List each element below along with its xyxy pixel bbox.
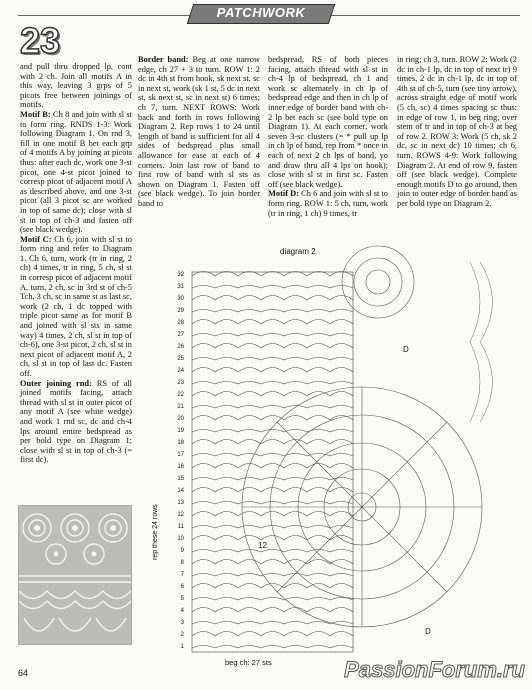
stitch-arc (261, 632, 284, 637)
stitch-arc (238, 560, 261, 565)
stitch-arc (238, 526, 261, 529)
stitch-arc (307, 286, 330, 289)
row-number: 6 (180, 584, 184, 590)
row-number: 13 (177, 500, 184, 506)
stitch-arc (261, 512, 284, 517)
motif-d-label-top: D (403, 345, 409, 354)
stitch-arc (192, 416, 215, 421)
stitch-arc (215, 464, 238, 469)
stitch-arc (307, 478, 330, 481)
stitch-arc (330, 320, 353, 325)
stitch-arc (215, 632, 238, 637)
stitch-arc (307, 526, 330, 529)
stitch-arc (284, 502, 307, 505)
diagram-title: diagram 2 (280, 247, 316, 256)
stitch-arc (330, 310, 353, 313)
stitch-arc (330, 430, 353, 433)
section-title: PATCHWORK (216, 5, 306, 20)
stitch-arc (238, 310, 261, 313)
stitch-arc (215, 440, 238, 445)
stitch-arc (238, 440, 261, 445)
stitch-arc (284, 536, 307, 541)
stitch-arc (307, 320, 330, 325)
stitch-arc (215, 334, 238, 337)
stitch-arc (215, 310, 238, 313)
stitch-arc (192, 574, 215, 577)
col1-para-0: and pull thru dropped lp, cont with 2 ch. Join all motifs A in this way, leaving 3 grps of 5 picots free between joinings of motifs. (20, 62, 132, 110)
stitch-arc (330, 584, 353, 589)
stitch-arc (284, 344, 307, 349)
stitch-arc (238, 406, 261, 409)
stitch-arc (238, 368, 261, 373)
stitch-arc (307, 584, 330, 589)
stitch-arc (307, 296, 330, 301)
col4-para-0: in ring; ch 3, turn. ROW 2: Work (2 dc in ch-1 lp, dc in top of next tr) 9 times, 2 dc in ch-1 lp, dc in top of 4th st of ch-5, turn (see tiny arrow), across straight edge of motif work (5 ch, sc) 4 times spacing sc thus: in edge of row 1, in beg ring, over stem of tr and in top of ch-3 at beg of row 2. ROW 3: Work (5 ch, sk 2 dc, sc in next dc) 10 times; ch 6, turn. ROWS 4-9: Work following Diagram 2. At end of row 9, fasten off (see black wedge). Complete enough motifs D to go around, then join to outer edge of border band as per bold type on Diagram 2. (397, 55, 517, 208)
stitch-arc (261, 406, 284, 409)
stitch-arc (192, 550, 215, 553)
row-number: 31 (177, 284, 184, 290)
stitch-arc (238, 296, 261, 301)
stitch-arc (215, 488, 238, 493)
text-column-1 (20, 62, 132, 502)
stitch-arc (238, 334, 261, 337)
stitch-arc (284, 550, 307, 553)
row-number: 25 (177, 356, 184, 362)
stitch-arc (307, 382, 330, 385)
stitch-arc (215, 358, 238, 361)
header-rule-right (330, 15, 520, 16)
stitch-arc (284, 296, 307, 301)
stitch-arc (307, 574, 330, 577)
stitch-arc (261, 622, 284, 625)
stitch-arc (238, 536, 261, 541)
stitch-arc (330, 488, 353, 493)
stitch-arc (261, 416, 284, 421)
stitch-arc (307, 416, 330, 421)
col3-para-0: bedspread, RS of both pieces facing, attach thread with sl st in ch-4 lp of bedspread, ch 1 and work sc alternately in ch lp of bedspread edge and then in ch lp of inner edge of border band with ch-2 lp bet each sc (see bold type on Diagram 1). At each corner, work seven 3-sc clusters (= * pull up lp in ch lp of band, rep from * once in each of next 2 ch lps of band, yo and draw thru all 4 lps on hook); close with sl st in first sc. Fasten off (see black wedge). (268, 55, 388, 189)
stitch-arc (284, 464, 307, 469)
stitch-arc (215, 550, 238, 553)
stitch-arc (284, 286, 307, 289)
row-number: 30 (177, 296, 184, 302)
stitch-arc (284, 430, 307, 433)
band-outline (192, 272, 353, 652)
stitch-arc (215, 430, 238, 433)
stitch-arc (307, 502, 330, 505)
stitch-arc (215, 478, 238, 481)
stitch-arc (284, 488, 307, 493)
stitch-arc (307, 536, 330, 541)
stitch-arc (215, 584, 238, 589)
stitch-arc (284, 382, 307, 385)
row-number: 20 (177, 416, 184, 422)
stitch-arc (261, 608, 284, 613)
stitch-arc (330, 502, 353, 505)
stitch-arc (238, 320, 261, 325)
stitch-arc (238, 344, 261, 349)
stitch-arc (284, 416, 307, 421)
stitch-arc (284, 584, 307, 589)
stitch-arc (238, 382, 261, 385)
text-column-2 (138, 55, 260, 220)
stitch-arc (215, 382, 238, 385)
stitch-arc (330, 286, 353, 289)
stitch-arc (284, 406, 307, 409)
stitch-arc (238, 358, 261, 361)
stitch-arc (330, 646, 353, 649)
stitch-arc (192, 584, 215, 589)
stitch-arc (192, 598, 215, 601)
stitch-arc (238, 646, 261, 649)
stitch-arc (192, 502, 215, 505)
stitch-arc (192, 334, 215, 337)
stitch-arc (192, 310, 215, 313)
stitch-arc (192, 488, 215, 493)
stitch-arc (330, 454, 353, 457)
stitch-arc (307, 632, 330, 637)
stitch-arc (330, 368, 353, 373)
stitch-arc (261, 286, 284, 289)
stitch-arc (261, 454, 284, 457)
row-number: 5 (180, 596, 184, 602)
stitch-arc (215, 646, 238, 649)
stitch-arc (330, 608, 353, 613)
stitch-arc (215, 526, 238, 529)
stitch-arc (238, 608, 261, 613)
row-number: 29 (177, 308, 184, 314)
stitch-arc (261, 560, 284, 565)
stitch-arc (192, 320, 215, 325)
stitch-arc (284, 560, 307, 565)
row-number: 3 (180, 620, 184, 626)
stitch-arc (238, 488, 261, 493)
stitch-arc (307, 464, 330, 469)
stitch-arc (215, 608, 238, 613)
stitch-arc (215, 392, 238, 397)
stitch-arc (215, 416, 238, 421)
stitch-arc (238, 502, 261, 505)
stitch-arc (192, 622, 215, 625)
stitch-arc (238, 622, 261, 625)
stitch-arc (192, 368, 215, 373)
stitch-arc (261, 320, 284, 325)
row-number: 8 (180, 560, 184, 566)
stitch-arc (330, 296, 353, 301)
stitch-arc (238, 632, 261, 637)
stitch-arc (307, 646, 330, 649)
stitch-arc (192, 344, 215, 349)
motif-d-circles (242, 246, 482, 627)
row-number: 16 (177, 464, 184, 470)
stitch-arc (330, 440, 353, 445)
stitch-arc (261, 392, 284, 397)
stitch-arc (192, 536, 215, 541)
stitch-arc (238, 584, 261, 589)
stitch-arc (330, 392, 353, 397)
row-number: 27 (177, 332, 184, 338)
stitch-arc (192, 392, 215, 397)
row-number: 32 (177, 272, 184, 278)
site-watermark: PassionForum.ru (344, 657, 525, 682)
stitch-arc (330, 464, 353, 469)
stitch-arc (284, 320, 307, 325)
stitch-arc (284, 598, 307, 601)
row-number: 12 (177, 512, 184, 518)
stitch-arc (192, 512, 215, 517)
stitch-arc (192, 478, 215, 481)
stitch-arc (215, 296, 238, 301)
stitch-arc (284, 608, 307, 613)
row-number: 2 (180, 632, 184, 638)
stitch-arc (238, 430, 261, 433)
stitch-arc (192, 632, 215, 637)
stitch-arc (261, 310, 284, 313)
lace-photo (18, 505, 132, 645)
col1-para-2: Motif C: Ch 6, join with sl st to form ring and refer to Diagram 1. Ch 6, turn, work (tr in ring, 2 ch) 4 times, tr in ring, 5 ch, sl st in corresp picot of adjacent motif A, turn, 2 ch, sc in 3rd st of ch-5 Tch, 3 ch, sc in same st as last sc, work (2 ch, 1 dc topped with triple picot same as for motif B and joined with sl sts in same way) 4 times, 2 ch, sl st in top of ch-6), one 3-st picot, 2 ch, sl st in next picot of adjacent motif A, 2 ch, sl st in top of last dc. Fasten off. (20, 234, 132, 378)
edge-scallops (470, 262, 493, 422)
stitch-arc (192, 358, 215, 361)
stitch-arc (330, 334, 353, 337)
stitch-arc (215, 320, 238, 325)
stitch-arc (238, 286, 261, 289)
stitch-arc (192, 526, 215, 529)
stitch-arc (261, 574, 284, 577)
row-number: 9 (180, 548, 184, 554)
diagram-rows (192, 272, 353, 653)
stitch-arc (261, 344, 284, 349)
stitch-arc (238, 454, 261, 457)
stitch-arc (261, 536, 284, 541)
stitch-arc (238, 512, 261, 517)
stitch-arc (307, 598, 330, 601)
stitch-arc (192, 406, 215, 409)
stitch-arc (215, 560, 238, 565)
stitch-arc (261, 382, 284, 385)
stitch-arc (284, 358, 307, 361)
stitch-arc (261, 440, 284, 445)
repeat-label: rep these 24 rows (152, 504, 159, 560)
stitch-arc (261, 598, 284, 601)
stitch-arc (307, 358, 330, 361)
stitch-arc (215, 344, 238, 349)
stitch-arc (284, 392, 307, 397)
stitch-arc (307, 334, 330, 337)
stitch-arc (330, 574, 353, 577)
row-number: 17 (177, 452, 184, 458)
stitch-arc (238, 392, 261, 397)
stitch-arc (238, 416, 261, 421)
stitch-arc (261, 488, 284, 493)
stitch-arc (284, 478, 307, 481)
row-number: 21 (177, 404, 184, 410)
stitch-arc (215, 454, 238, 457)
stitch-arc (307, 406, 330, 409)
beg-chain-label: beg ch: 27 sts (225, 658, 272, 667)
header-rule-left (18, 15, 190, 16)
row-number: 11 (177, 524, 184, 530)
row-number: 26 (177, 344, 184, 350)
stitch-arc (215, 406, 238, 409)
stitch-arc (307, 512, 330, 517)
col3-para-1: Motif D: Ch 6 and join with sl st to form ring. ROW 1: 5 ch, turn, work (tr in ring, 1 ch) 9 times, tr (268, 189, 388, 218)
stitch-arc (330, 406, 353, 409)
row-number: 14 (177, 488, 184, 494)
row-number: 22 (177, 392, 184, 398)
stitch-arc (215, 598, 238, 601)
row-number: 28 (177, 320, 184, 326)
row-number: 18 (177, 440, 184, 446)
stitch-arc (330, 358, 353, 361)
stitch-arc (215, 512, 238, 517)
stitch-arc (330, 560, 353, 565)
col1-para-3: Outer joining rnd: RS of all joined motifs facing, attach thread with sl st in outer picot of any motif A (see white wedge) and work 1 rnd sc, dc and ch-4 lps around entire bedspread as per bold type on Diagram 1; close with sl st in top of ch-3 (= first dc). (20, 378, 133, 465)
row-number: 10 (177, 536, 184, 542)
stitch-arc (192, 430, 215, 433)
row-number: 4 (180, 608, 184, 614)
stitch-arc (192, 646, 215, 649)
motif-d-label-bottom: D (425, 627, 431, 636)
stitch-arc (192, 296, 215, 301)
stitch-arc (215, 502, 238, 505)
stitch-arc (215, 368, 238, 373)
stitch-arc (238, 574, 261, 577)
stitch-arc (284, 334, 307, 337)
row-number: 23 (177, 380, 184, 386)
stitch-arc (284, 454, 307, 457)
stitch-arc (330, 550, 353, 553)
stitch-arc (192, 454, 215, 457)
stitch-arc (330, 632, 353, 637)
lace-photo-art (19, 506, 131, 644)
stitch-arc (284, 632, 307, 637)
row-number: 19 (177, 428, 184, 434)
stitch-arc (192, 286, 215, 289)
row-number: 24 (177, 368, 184, 374)
row-number: 7 (180, 572, 184, 578)
stitch-arc (284, 622, 307, 625)
crochet-diagram (150, 242, 528, 667)
stitch-arc (261, 430, 284, 433)
col2-para-0: Border band: Beg at one narrow edge, ch 27 + 3 to turn. ROW 1: 2 dc in 4th st from hook, sk next st, sc in next st, work (sk 1 st, 5 dc in next st, sk next st, sc in next st) 6 times; ch 7, turn. NEXT ROWS: Work back and forth in rows following Diagram 2. Rep rows 1 to 24 until length of band is sufficient for all 4 sides of bedspread plus small allowance for ease at each of 4 corners. Join last row of band to first row of band with sl sts as shown on Diagram 1. Fasten off (see black wedge). To join border band to (138, 55, 260, 208)
row-number: 1 (180, 644, 184, 650)
stitch-arc (307, 310, 330, 313)
stitch-arc (192, 440, 215, 445)
stitch-arc (284, 310, 307, 313)
stitch-arc (330, 382, 353, 385)
stitch-arc (307, 368, 330, 373)
stitch-arc (215, 622, 238, 625)
page-number: 64 (18, 668, 29, 678)
marker-12: 12 (258, 541, 267, 550)
stitch-arc (261, 502, 284, 505)
stitch-arc (261, 296, 284, 301)
stitch-arc (192, 560, 215, 565)
stitch-arc (307, 440, 330, 445)
text-column-3 (268, 55, 388, 225)
stitch-arc (307, 608, 330, 613)
text-column-4 (397, 55, 517, 230)
stitch-arc (192, 382, 215, 385)
stitch-arc (284, 512, 307, 517)
stitch-arc (215, 536, 238, 541)
stitch-arc (284, 526, 307, 529)
col1-para-1: Motif B: Ch 8 and join with sl st to form ring. RNDS 1-3: Work following Diagram 1. On rnd 3, fill in one motif B bet each grp of 4 motifs A by joining at picots thus: after each dc, work one 3-st picot, one 4-st picot joined to corresp picot of adjacent motif A as described above, and one 3-st picot (all 3 picot sc are worked in top of same dc); close with sl st in top of ch-3 and fasten off (see black wedge). (20, 109, 132, 235)
stitch-arc (307, 344, 330, 349)
stitch-arc (330, 344, 353, 349)
pattern-number: 23 (20, 20, 61, 61)
row-number: 15 (177, 476, 184, 482)
stitch-arc (238, 598, 261, 601)
stitch-arc (261, 478, 284, 481)
stitch-arc (261, 646, 284, 649)
stitch-arc (261, 358, 284, 361)
stitch-arc (192, 464, 215, 469)
stitch-arc (307, 488, 330, 493)
stitch-arc (284, 368, 307, 373)
stitch-arc (192, 608, 215, 613)
stitch-arc (261, 368, 284, 373)
stitch-arc (215, 286, 238, 289)
stitch-arc (238, 478, 261, 481)
stitch-arc (215, 574, 238, 577)
stitch-arc (284, 646, 307, 649)
stitch-arc (261, 334, 284, 337)
